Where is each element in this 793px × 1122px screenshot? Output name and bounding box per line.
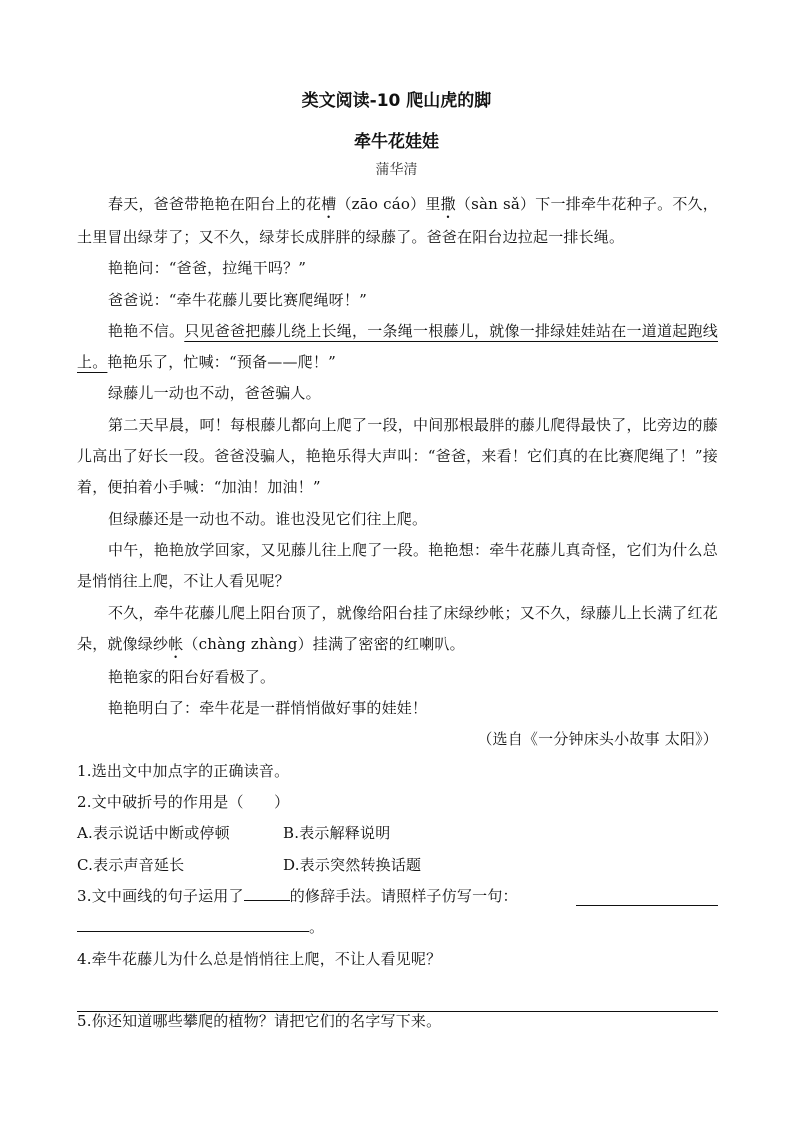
question-2: 2.文中破折号的作用是（ ） bbox=[77, 793, 290, 812]
paragraph: 艳艳问：“爸爸，拉绳干吗？” bbox=[108, 259, 307, 278]
answer-blank[interactable] bbox=[77, 913, 309, 932]
answer-blank[interactable] bbox=[576, 887, 718, 906]
story-title: 牵牛花娃娃 bbox=[354, 132, 439, 152]
paragraph: 艳艳明白了：牵牛花是一群悄悄做好事的娃娃！ bbox=[108, 699, 428, 718]
text: 。 bbox=[309, 918, 325, 937]
paragraph bbox=[77, 316, 718, 379]
question-3 bbox=[77, 881, 718, 912]
source-citation: （选自《一分钟床头小故事 太阳》） bbox=[477, 730, 718, 749]
option-d[interactable]: D.表示突然转换话题 bbox=[283, 855, 422, 874]
option-c[interactable]: C.表示声音延长 bbox=[77, 855, 185, 874]
paragraph: 但绿藤还是一动也不动。谁也没见它们往上爬。 bbox=[108, 509, 428, 528]
text: （sàn sǎ）下一排牵牛花种子。不久，土里冒出绿芽了；又不久，绿芽长成胖胖的绿藤了。爸爸在阳台边拉起一排长绳。 bbox=[77, 195, 718, 246]
dotted-char: 撒 bbox=[440, 195, 456, 213]
worksheet-title: 类文阅读-10 爬山虎的脚 bbox=[301, 91, 492, 111]
paragraph: 中午，艳艳放学回家，又见藤儿往上爬了一段。艳艳想：牵牛花藤儿真奇怪，它们为什么总是悄悄往上爬，不让人看见呢？ bbox=[77, 540, 718, 591]
question-5: 5.你还知道哪些攀爬的植物？请把它们的名字写下来。 bbox=[77, 1011, 442, 1030]
paragraph: 艳艳家的阳台好看极了。 bbox=[108, 667, 276, 686]
dotted-char: 槽 bbox=[321, 195, 337, 213]
text: 春天，爸爸带艳艳在阳台上的花 bbox=[108, 195, 322, 213]
paragraph: 第二天早晨，呵！每根藤儿都向上爬了一段，中间那根最胖的藤儿爬得最快了，比旁边的藤儿高出了好长一段。爸爸没骗人，艳艳乐得大声叫：“爸爸，来看！它们真的在比赛爬绳了！”接着，便拍着小手喊：“加油！加油！” bbox=[77, 415, 718, 497]
text: 不久，牵牛花藤儿爬上阳台顶了，就像给阳台挂了床绿纱帐；又不久，绿藤儿上长满了红花朵，就像绿纱 bbox=[77, 603, 718, 653]
text: 的修辞手法。请照样子仿写一句： bbox=[289, 886, 518, 905]
text: 艳艳乐了，忙喊：“预备——爬！” bbox=[107, 353, 336, 372]
text: （chàng zhàng）挂满了密密的红喇叭。 bbox=[183, 634, 465, 653]
question-1: 1.选出文中加点字的正确读音。 bbox=[77, 761, 290, 780]
text: 艳艳不信。 bbox=[108, 321, 185, 340]
text: （zāo cáo）里 bbox=[336, 195, 441, 213]
paragraph bbox=[77, 598, 718, 662]
option-b[interactable]: B.表示解释说明 bbox=[283, 824, 391, 843]
dotted-char: 帐 bbox=[168, 634, 184, 653]
underlined-sentence: 只见爸爸把藤儿绕上长绳，一条绳一根藤儿，就像一排绿娃娃站在一道道起跑线上。 bbox=[77, 321, 718, 372]
paragraph: 绿藤儿一动也不动，爸爸骗人。 bbox=[108, 384, 321, 403]
answer-blank[interactable] bbox=[244, 882, 290, 901]
text: 3.文中画线的句子运用了 bbox=[77, 886, 244, 905]
author: 蒲华清 bbox=[375, 162, 418, 178]
question-3-continuation bbox=[77, 912, 718, 943]
option-a[interactable]: A.表示说话中断或停顿 bbox=[77, 824, 230, 843]
paragraph: 爸爸说：“牵牛花藤儿要比赛爬绳呀！” bbox=[108, 290, 367, 309]
question-4: 4.牵牛花藤儿为什么总是悄悄往上爬，不让人看见呢？ bbox=[77, 949, 442, 968]
options-row bbox=[77, 850, 718, 881]
story-body bbox=[77, 189, 718, 1037]
options-row bbox=[77, 818, 718, 849]
paragraph bbox=[77, 189, 718, 253]
